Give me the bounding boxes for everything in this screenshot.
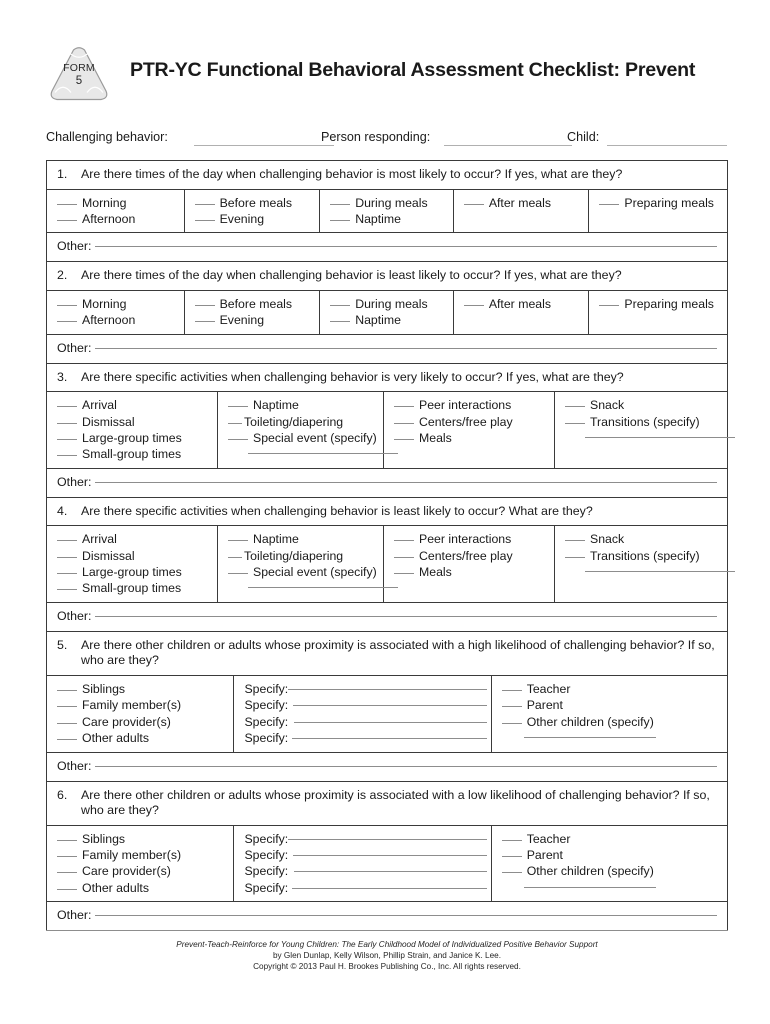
checkbox-blank-icon[interactable] [502,840,522,841]
checkbox-option-label: Morning [82,296,127,311]
checkbox-option-label: Snack [590,398,625,413]
checkbox-blank-icon[interactable] [502,723,522,724]
person-responding-label: Person responding: [321,130,431,144]
specify-label: Specify: [244,864,289,879]
person-responding-input[interactable] [444,145,572,146]
checkbox-blank-icon[interactable] [57,589,77,590]
option-column [384,392,555,468]
checkbox-option[interactable] [57,681,229,697]
checkbox-option[interactable] [228,430,379,446]
question-number: 1. [57,167,68,181]
option-column [384,526,555,602]
option-column [185,190,321,233]
checkbox-blank-icon[interactable] [565,540,585,541]
form-badge-label: FORM [63,62,95,74]
checkbox-option-label: Before meals [219,296,293,311]
checkbox-blank-icon[interactable] [330,305,350,306]
checkbox-option-label: Centers/free play [419,548,513,563]
checkbox-option[interactable] [228,414,379,430]
checkbox-option[interactable] [195,312,316,328]
question-number: 5. [57,637,68,652]
specify-input[interactable] [293,705,486,706]
page-title: PTR-YC Functional Behavioral Assessment Checklist: Prevent [130,59,696,81]
checkbox-blank-icon[interactable] [57,204,77,205]
checkbox-blank-icon[interactable] [57,220,77,221]
question-block [47,364,727,498]
other-label: Other: [57,474,92,489]
checkbox-option[interactable] [599,296,723,312]
option-columns [47,826,727,903]
checkbox-blank-icon[interactable] [195,321,215,322]
checkbox-option[interactable] [565,414,723,430]
specify-row [244,880,486,896]
checkbox-option[interactable] [57,414,213,430]
checkbox-option[interactable] [57,296,180,312]
checkbox-option[interactable] [57,847,229,863]
question-text: Are there times of the day when challenging behavior is least likely to occur? If yes, what are they? [81,268,622,283]
option-column [555,392,727,468]
question-block [47,161,727,262]
other-row [47,469,727,497]
specify-label: Specify: [244,698,289,713]
checkbox-blank-icon[interactable] [57,706,77,707]
checkbox-option[interactable] [57,312,180,328]
checkbox-blank-icon[interactable] [57,455,77,456]
checkbox-option-label: Teacher [526,681,571,696]
checkbox-blank-icon[interactable] [57,305,77,306]
option-columns [47,291,727,335]
checkbox-blank-icon[interactable] [57,739,77,740]
option-columns [47,392,727,469]
checkbox-option[interactable] [502,714,723,730]
other-row [47,233,727,261]
checkbox-blank-icon[interactable] [464,305,484,306]
checkbox-option[interactable] [57,211,180,227]
checkbox-option[interactable] [57,714,229,730]
checkbox-option-label: Family member(s) [82,847,182,862]
other-label: Other: [57,608,92,623]
other-row [47,902,727,930]
specify-row [244,697,486,713]
checkbox-option[interactable] [394,564,550,580]
checkbox-blank-icon[interactable] [464,204,484,205]
form-table [46,160,728,931]
option-column [454,190,590,233]
question-header [47,364,727,393]
checkbox-option-label: Transitions (specify) [590,548,700,563]
specify-input[interactable] [294,722,486,723]
option-columns [47,526,727,603]
checkbox-option[interactable] [330,296,449,312]
checkbox-option-label: Arrival [82,398,117,413]
checkbox-blank-icon[interactable] [394,406,414,407]
checkbox-option-label: Preparing meals [624,296,714,311]
checkbox-option-label: Afternoon [82,211,136,226]
question-header [47,262,727,291]
checkbox-option[interactable] [565,548,723,564]
specify-label: Specify: [244,681,289,696]
page-footer [46,930,728,972]
checkbox-option[interactable] [394,397,550,413]
checkbox-option[interactable] [57,697,229,713]
other-input[interactable] [95,246,717,247]
specify-input[interactable] [292,888,486,889]
checkbox-blank-icon[interactable] [599,305,619,306]
question-text: Are there other children or adults whose proximity is associated with a low likelihood of challenging behavior? If so, who are they? [81,787,710,817]
option-column [234,826,491,902]
checkbox-blank-icon[interactable] [57,406,77,407]
checkbox-option-label: Centers/free play [419,414,513,429]
checkbox-option[interactable] [394,414,550,430]
checkbox-blank-icon[interactable] [599,204,619,205]
checkbox-option-label: Small-group times [82,447,182,462]
checkbox-blank-icon[interactable] [565,557,585,558]
child-input[interactable] [607,145,727,146]
option-column [320,291,454,334]
checkbox-option-label: Toileting/diapering [244,548,344,563]
checkbox-option-label: Toileting/diapering [244,414,344,429]
specify-label: Specify: [244,714,289,729]
checkbox-blank-icon[interactable] [394,557,414,558]
other-input[interactable] [95,915,717,916]
checkbox-option-label: After meals [488,195,551,210]
option-column [218,392,384,468]
other-input[interactable] [95,348,717,349]
specify-detail-input[interactable] [585,437,735,438]
checkbox-blank-icon[interactable] [57,840,77,841]
checkbox-option-label: Snack [590,532,625,547]
checkbox-blank-icon[interactable] [195,220,215,221]
checkbox-option[interactable] [57,863,229,879]
checkbox-blank-icon[interactable] [57,856,77,857]
checkbox-blank-icon[interactable] [57,321,77,322]
specify-detail-input[interactable] [524,887,656,888]
checkbox-option-label: Naptime [253,532,299,547]
specify-input[interactable] [293,855,486,856]
checkbox-blank-icon[interactable] [502,856,522,857]
checkbox-option[interactable] [228,548,379,564]
checkbox-option-label: Family member(s) [82,698,182,713]
checkbox-option[interactable] [195,211,316,227]
other-row [47,335,727,363]
question-header [47,632,727,676]
checkbox-blank-icon[interactable] [57,557,77,558]
checkbox-option-label: Parent [526,847,563,862]
option-columns [47,676,727,753]
checkbox-option-label: Other children (specify) [526,864,654,879]
other-label: Other: [57,908,92,923]
checkbox-blank-icon[interactable] [57,439,77,440]
other-input[interactable] [95,616,717,617]
checkbox-option-label: Morning [82,195,127,210]
checkbox-blank-icon[interactable] [330,321,350,322]
checkbox-blank-icon[interactable] [330,220,350,221]
checkbox-option-label: Large-group times [82,565,182,580]
checkbox-blank-icon[interactable] [228,540,248,541]
form-badge [46,44,112,106]
option-column [218,526,384,602]
option-column [185,291,321,334]
checkbox-option[interactable] [502,831,723,847]
checkbox-option-label: During meals [355,296,428,311]
checkbox-option[interactable] [464,296,585,312]
question-block [47,498,727,632]
checkbox-blank-icon[interactable] [565,423,585,424]
option-column [47,392,218,468]
checkbox-option-label: Evening [219,211,265,226]
checkbox-option[interactable] [228,531,379,547]
checkbox-option-label: Preparing meals [624,195,714,210]
specify-label: Specify: [244,880,289,895]
question-number: 2. [57,268,68,283]
checkbox-option-label: Before meals [219,195,293,210]
checkbox-option[interactable] [330,312,449,328]
other-label: Other: [57,758,92,773]
question-number: 6. [57,787,68,802]
checkbox-option-label: Special event (specify) [253,565,377,580]
option-column [47,826,234,902]
option-column [589,190,727,233]
option-column [47,291,185,334]
question-number: 4. [57,503,68,518]
checkbox-option[interactable] [57,730,229,746]
checkbox-blank-icon[interactable] [394,439,414,440]
checkbox-option-label: Meals [419,565,452,580]
specify-input[interactable] [292,738,486,739]
option-column [47,676,234,752]
specify-row [244,847,486,863]
specify-input[interactable] [294,871,486,872]
checkbox-option[interactable] [228,564,379,580]
checkbox-option[interactable] [502,697,723,713]
checkbox-option[interactable] [502,847,723,863]
option-column [47,526,218,602]
footer-authors-line: by Glen Dunlap, Kelly Wilson, Phillip Strain, and Janice K. Lee. [272,951,501,960]
checkbox-option[interactable] [57,430,213,446]
checkbox-option[interactable] [394,430,550,446]
specify-row [244,831,486,847]
checkbox-blank-icon[interactable] [57,723,77,724]
checkbox-option[interactable] [394,548,550,564]
specify-row [244,730,486,746]
question-header [47,498,727,527]
challenging-behavior-input[interactable] [194,145,334,146]
checkbox-option-label: Dismissal [82,548,135,563]
other-input[interactable] [95,482,717,483]
option-column [47,190,185,233]
checkbox-option-label: Other children (specify) [526,714,654,729]
question-block [47,262,727,363]
checkbox-option[interactable] [57,831,229,847]
other-row [47,603,727,631]
checkbox-option-label: Siblings [82,831,126,846]
checkbox-blank-icon[interactable] [394,573,414,574]
checkbox-option[interactable] [394,531,550,547]
question-block [47,782,727,931]
specify-row [244,863,486,879]
footer-copyright-line: Copyright © 2013 Paul H. Brookes Publishing Co., Inc. All rights reserved. [253,962,521,971]
footer-divider [46,930,728,931]
specify-input[interactable] [288,839,486,840]
checkbox-option-label: Other adults [82,731,149,746]
specify-input[interactable] [288,689,486,690]
question-block [47,632,727,782]
checkbox-blank-icon[interactable] [394,540,414,541]
child-label: Child: [567,130,600,144]
checkbox-blank-icon[interactable] [195,204,215,205]
checkbox-option-label: Meals [419,430,452,445]
checkbox-option-label: Large-group times [82,430,182,445]
checkbox-blank-icon[interactable] [330,204,350,205]
checkbox-option-label: After meals [488,296,551,311]
checkbox-blank-icon[interactable] [57,423,77,424]
checkbox-option-label: Peer interactions [419,398,512,413]
checkbox-option[interactable] [228,397,379,413]
question-text: Are there specific activities when challenging behavior is least likely to occur? What are they? [81,503,593,518]
checkbox-blank-icon[interactable] [57,690,77,691]
specify-detail-input[interactable] [585,571,735,572]
specify-label: Specify: [244,847,289,862]
footer-title-line: Prevent-Teach-Reinforce for Young Children: The Early Childhood Model of Individualized Positive Behavior Support [176,940,598,949]
option-columns [47,190,727,234]
checkbox-option-label: Small-group times [82,581,182,596]
checkbox-option[interactable] [57,531,213,547]
option-column [320,190,454,233]
checkbox-option[interactable] [502,863,723,879]
other-label: Other: [57,340,92,355]
checkbox-blank-icon[interactable] [502,706,522,707]
checkbox-blank-icon[interactable] [565,406,585,407]
checkbox-blank-icon[interactable] [57,540,77,541]
checkbox-blank-icon[interactable] [228,439,248,440]
checkbox-option-label: Care provider(s) [82,714,171,729]
specify-label: Specify: [244,731,289,746]
checkbox-blank-icon[interactable] [228,423,242,424]
checkbox-option[interactable] [565,397,723,413]
specify-row [244,681,486,697]
checkbox-option-label: Other adults [82,880,149,895]
checkbox-option[interactable] [57,880,229,896]
option-column [589,291,727,334]
checkbox-option[interactable] [57,195,180,211]
question-text: Are there specific activities when challenging behavior is very likely to occur? If yes, what are they? [81,369,624,384]
question-text: Are there other children or adults whose proximity is associated with a high likelihood of challenging behavior? If so, who are they? [81,637,715,668]
checkbox-option[interactable] [502,681,723,697]
checkbox-blank-icon[interactable] [195,305,215,306]
checkbox-option[interactable] [330,195,449,211]
specify-detail-input[interactable] [248,453,398,454]
specify-detail-input[interactable] [524,737,656,738]
other-row [47,753,727,781]
checkbox-option-label: Parent [526,698,563,713]
checkbox-option-label: Special event (specify) [253,430,377,445]
checkbox-option[interactable] [195,195,316,211]
checkbox-option-label: Naptime [355,313,401,328]
question-header [47,782,727,826]
checkbox-option[interactable] [57,564,213,580]
page-header [46,44,726,106]
checkbox-blank-icon[interactable] [502,872,522,873]
checkbox-option[interactable] [57,580,213,596]
checkbox-option-label: Care provider(s) [82,864,171,879]
checkbox-blank-icon[interactable] [57,872,77,873]
checkbox-blank-icon[interactable] [228,573,248,574]
specify-detail-input[interactable] [248,587,398,588]
checkbox-option[interactable] [57,548,213,564]
checkbox-option[interactable] [565,531,723,547]
form-badge-number: 5 [75,75,83,87]
other-input[interactable] [95,766,717,767]
checkbox-option-label: Peer interactions [419,532,512,547]
checkbox-option-label: Naptime [253,398,299,413]
checkbox-option-label: Arrival [82,532,117,547]
option-column [234,676,491,752]
checkbox-option[interactable] [57,446,213,462]
checkbox-blank-icon[interactable] [57,889,77,890]
specify-row [244,714,486,730]
checkbox-blank-icon[interactable] [394,423,414,424]
checkbox-option-label: Siblings [82,681,126,696]
question-number: 3. [57,369,68,384]
challenging-behavior-label: Challenging behavior: [46,130,168,144]
checkbox-blank-icon[interactable] [228,557,242,558]
checkbox-option-label: Afternoon [82,313,136,328]
checkbox-option-label: Naptime [355,211,401,226]
checkbox-option-label: During meals [355,195,428,210]
question-header [47,161,727,190]
option-column [492,676,727,752]
checkbox-option-label: Dismissal [82,414,135,429]
checkbox-option[interactable] [57,397,213,413]
checkbox-blank-icon[interactable] [228,406,248,407]
identification-row [46,130,728,150]
checkbox-option[interactable] [464,195,585,211]
checkbox-option-label: Transitions (specify) [590,414,700,429]
other-label: Other: [57,239,92,254]
checkbox-option[interactable] [195,296,316,312]
checkbox-option[interactable] [599,195,723,211]
option-column [454,291,590,334]
option-column [492,826,727,902]
question-text: Are there times of the day when challenging behavior is most likely to occur? If yes, what are they? [81,167,623,181]
checkbox-option[interactable] [330,211,449,227]
checkbox-option-label: Evening [219,313,265,328]
checkbox-blank-icon[interactable] [57,573,77,574]
checkbox-option-label: Teacher [526,831,571,846]
option-column [555,526,727,602]
checkbox-blank-icon[interactable] [502,690,522,691]
specify-label: Specify: [244,831,289,846]
